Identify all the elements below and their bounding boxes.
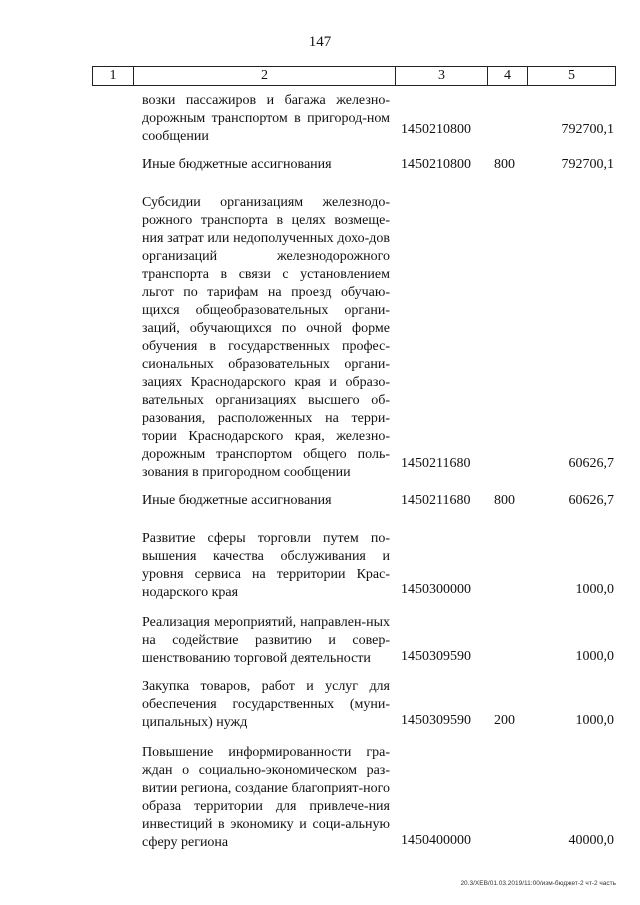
row-description: Иные бюджетные ассигнования <box>142 493 332 508</box>
row-code: 1450300000 <box>401 582 471 597</box>
table-header <box>92 66 616 86</box>
row-amount: 792700,1 <box>561 122 614 137</box>
header-col-5: 5 <box>568 68 575 83</box>
row-description: Повышение информированности гра-ждан о социально-экономическом раз-витии региона, создание благоприят-ного образа территории для привлече-ния инвестиций в экономику и соци-альную сферу региона <box>142 745 390 850</box>
row-code: 1450309590 <box>401 649 471 664</box>
row-amount: 60626,7 <box>568 493 614 508</box>
row-amount: 1000,0 <box>575 649 614 664</box>
row-amount: 1000,0 <box>575 713 614 728</box>
row-description: Реализация мероприятий, направлен-ных на содействие развитию и совер-шенствованию торговой деятельности <box>142 615 390 666</box>
row-code: 1450210800 <box>401 157 471 172</box>
row-code: 1450211680 <box>401 493 471 508</box>
row-amount: 40000,0 <box>568 833 614 848</box>
header-col-2: 2 <box>134 67 396 85</box>
row-amount: 60626,7 <box>568 456 614 471</box>
row-type: 800 <box>494 493 515 508</box>
row-type: 800 <box>494 157 515 172</box>
row-code: 1450211680 <box>401 456 471 471</box>
row-code: 1450210800 <box>401 122 471 137</box>
document-footer: 20.3/XEB/01.03.2019/11:00/изм-бюджет-2 чт-2 часть <box>460 880 616 887</box>
header-col-3: 3 <box>396 67 488 85</box>
header-col-4: 4 <box>488 67 528 85</box>
row-amount: 1000,0 <box>575 582 614 597</box>
header-col-1: 1 <box>93 67 134 85</box>
row-description: возки пассажиров и багажа железно-дорожным транспортом в пригород-ном сообщении <box>142 93 390 144</box>
row-code: 1450309590 <box>401 713 471 728</box>
row-description: Закупка товаров, работ и услуг для обеспечения государственных (муни-ципальных) нужд <box>142 679 390 730</box>
row-description: Развитие сферы торговли путем по-вышения качества обслуживания и уровня сервиса на территории Крас-нодарского края <box>142 531 390 600</box>
row-code: 1450400000 <box>401 833 471 848</box>
row-description: Иные бюджетные ассигнования <box>142 157 332 172</box>
row-description: Субсидии организациям железнодо-рожного транспорта в целях возмеще-ния затрат или недополученных дохо-дов организаций железнодорожного транспорта в связи с установлением льгот по тарифам на проезд обучаю-щихся общеобразовательных органи-заций, обучающихся по очной форме обучения в государственных профес-сиональных образовательных органи-зациях Краснодарского края и образо-вательных организациях высшего об-разования, расположенных на терри-тории Краснодарского края, железно-дорожным транспортом общего поль-зования в пригородном сообщении <box>142 195 390 480</box>
page-number: 147 <box>308 34 332 50</box>
row-amount: 792700,1 <box>561 157 614 172</box>
row-type: 200 <box>494 713 515 728</box>
